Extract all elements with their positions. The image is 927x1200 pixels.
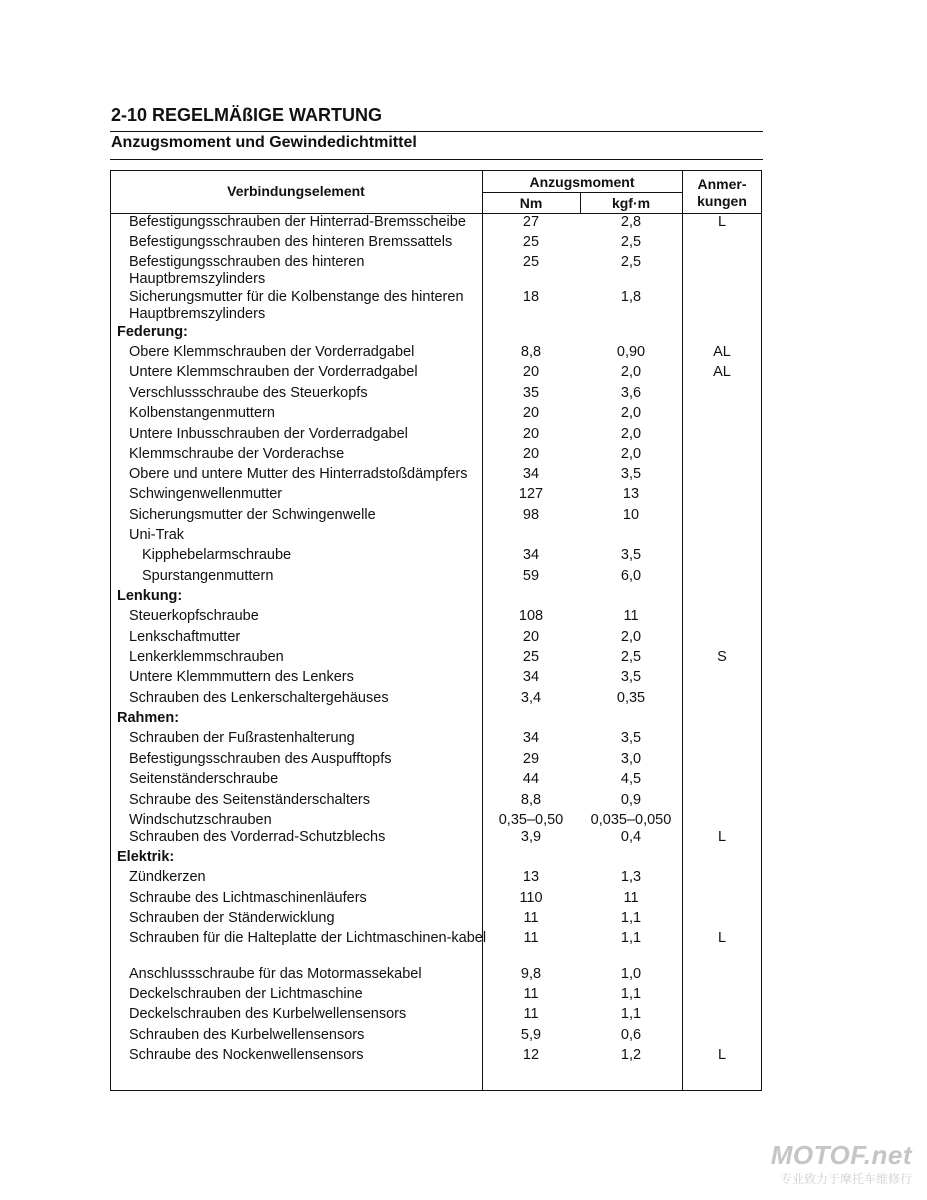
cell-element: Untere Inbusschrauben der Vorderradgabel	[129, 426, 408, 442]
table-row	[110, 649, 762, 669]
cell-nm: 3,9	[520, 829, 542, 845]
header-divider-torque	[482, 192, 682, 193]
cell-kgf: 1,2	[620, 1047, 642, 1063]
cell-kgf: 1,1	[620, 1006, 642, 1022]
cell-kgf: 0,35	[616, 690, 646, 706]
table-row	[110, 792, 762, 812]
cell-nm: 108	[518, 608, 544, 624]
cell-element: Befestigungsschrauben des hinteren Bremssattels	[129, 234, 453, 250]
cell-element: Sicherungsmutter der Schwingenwelle	[129, 507, 376, 523]
cell-nm: 25	[522, 234, 540, 250]
cell-note: AL	[713, 364, 731, 380]
cell-element: Deckelschrauben des Kurbelwellensensors	[129, 1006, 407, 1022]
cell-kgf: 1,1	[620, 986, 642, 1002]
cell-nm: 20	[522, 364, 540, 380]
category-row	[110, 849, 762, 869]
table-row	[110, 289, 762, 324]
cell-element: Lenkerklemmschrauben	[129, 649, 284, 665]
table-row	[110, 966, 762, 986]
cell-kgf: 1,3	[620, 869, 642, 885]
category-row	[110, 710, 762, 730]
cell-nm: 44	[522, 771, 540, 787]
table-row	[110, 547, 762, 567]
cell-nm: 20	[522, 426, 540, 442]
cell-kgf: 3,6	[620, 385, 642, 401]
cell-nm: 34	[522, 669, 540, 685]
cell-element: Befestigungsschrauben des hinteren Hauptbremszylinders	[129, 254, 365, 287]
cell-element: Schraube des Nockenwellensensors	[129, 1047, 364, 1063]
cell-element: Sicherungsmutter für die Kolbenstange des hinteren Hauptbremszylinders	[129, 289, 464, 322]
cell-nm: 98	[522, 507, 540, 523]
cell-element: Kipphebelarmschraube	[142, 547, 292, 563]
watermark	[760, 1140, 920, 1190]
cell-note: S	[717, 649, 727, 665]
cell-kgf: 3,5	[620, 547, 642, 563]
cell-element: Windschutzschrauben	[129, 812, 272, 828]
cell-nm: 9,8	[520, 966, 542, 982]
cell-nm: 13	[522, 869, 540, 885]
cell-nm: 3,4	[520, 690, 542, 706]
cell-nm: 12	[522, 1047, 540, 1063]
table-row	[110, 608, 762, 628]
cell-kgf: 10	[622, 507, 640, 523]
cell-element: Anschlussschraube für das Motormassekabel	[129, 966, 422, 982]
cell-element: Rahmen:	[117, 710, 180, 726]
cell-note: L	[717, 829, 727, 845]
cell-kgf: 1,0	[620, 966, 642, 982]
cell-kgf: 2,5	[620, 234, 642, 250]
table-row	[110, 405, 762, 425]
cell-note: AL	[713, 344, 731, 360]
cell-element: Zündkerzen	[129, 869, 206, 885]
cell-nm: 20	[522, 629, 540, 645]
cell-kgf: 0,4	[620, 829, 642, 845]
table-row	[110, 385, 762, 405]
cell-nm: 20	[522, 405, 540, 421]
table-row	[110, 751, 762, 771]
watermark-tagline: 专业致力于摩托车维修行	[779, 1172, 912, 1186]
cell-element: Klemmschraube der Vorderachse	[129, 446, 345, 462]
cell-element: Deckelschrauben der Lichtmaschine	[129, 986, 363, 1002]
table-row	[110, 812, 762, 829]
table-row	[110, 364, 762, 384]
cell-element: Lenkung:	[117, 588, 183, 604]
header-nm: Nm	[519, 195, 543, 211]
cell-kgf: 0,6	[620, 1027, 642, 1043]
cell-element: Schrauben des Vorderrad-Schutzblechs	[129, 829, 386, 845]
table-row	[110, 568, 762, 588]
table-row	[110, 910, 762, 930]
header-notes-line2: kungen	[697, 193, 747, 209]
cell-kgf: 1,1	[620, 930, 642, 946]
cell-element: Schraube des Lichtmaschinenläufers	[129, 890, 367, 906]
category-row	[110, 324, 762, 344]
cell-kgf: 4,5	[620, 771, 642, 787]
table-row	[110, 466, 762, 486]
cell-element: Seitenständerschraube	[129, 771, 279, 787]
cell-kgf: 2,0	[620, 426, 642, 442]
table-row	[110, 890, 762, 910]
cell-kgf: 3,5	[620, 669, 642, 685]
cell-element: Federung:	[117, 324, 188, 340]
cell-element: Untere Klemmmuttern des Lenkers	[129, 669, 354, 685]
cell-nm: 34	[522, 547, 540, 563]
cell-element: Schrauben der Ständerwicklung	[129, 910, 335, 926]
cell-element: Schraube des Seitenständerschalters	[129, 792, 371, 808]
cell-note: L	[717, 930, 727, 946]
cell-nm: 59	[522, 568, 540, 584]
header-torque: Anzugsmoment	[529, 174, 635, 190]
cell-element: Schrauben des Lenkerschaltergehäuses	[129, 690, 389, 706]
section-title: 2-10 REGELMÄßIGE WARTUNG	[111, 105, 383, 125]
cell-element: Befestigungsschrauben der Hinterrad-Bremsscheibe	[129, 214, 466, 230]
cell-element: Spurstangenmuttern	[142, 568, 274, 584]
cell-nm: 18	[522, 289, 540, 305]
cell-kgf: 6,0	[620, 568, 642, 584]
cell-element: Elektrik:	[117, 849, 175, 865]
cell-kgf: 0,9	[620, 792, 642, 808]
table-row	[110, 426, 762, 446]
cell-kgf: 2,0	[620, 364, 642, 380]
cell-element: Untere Klemmschrauben der Vorderradgabel	[129, 364, 418, 380]
cell-kgf: 2,5	[620, 649, 642, 665]
cell-element: Kolbenstangenmuttern	[129, 405, 275, 421]
table-row	[110, 344, 762, 364]
table-row	[110, 486, 762, 506]
cell-element: Obere und untere Mutter des Hinterradstoßdämpfers	[129, 466, 468, 482]
header-kgf: kgf·m	[611, 195, 651, 211]
table-row	[110, 986, 762, 1006]
cell-element: Lenkschaftmutter	[129, 629, 241, 645]
table-row	[110, 1047, 762, 1067]
cell-nm: 27	[522, 214, 540, 230]
cell-nm: 110	[519, 890, 543, 906]
table-row	[110, 446, 762, 466]
cell-element: Obere Klemmschrauben der Vorderradgabel	[129, 344, 415, 360]
cell-kgf: 3,0	[620, 751, 642, 767]
table-row	[110, 254, 762, 289]
cell-nm: 34	[522, 466, 540, 482]
cell-note: L	[717, 1047, 727, 1063]
cell-nm: 11	[523, 1006, 539, 1022]
category-row	[110, 588, 762, 608]
cell-kgf: 11	[623, 608, 639, 624]
table-row	[110, 730, 762, 750]
table-row	[110, 1027, 762, 1047]
table-row	[110, 930, 762, 966]
cell-kgf: 3,5	[620, 466, 642, 482]
table-row	[110, 669, 762, 689]
cell-kgf: 11	[623, 890, 639, 906]
cell-nm: 25	[522, 649, 540, 665]
table-row	[110, 629, 762, 649]
table-row	[110, 829, 762, 849]
cell-element: Schrauben des Kurbelwellensensors	[129, 1027, 365, 1043]
cell-element: Schrauben für die Halteplatte der Lichtmaschinen-kabel	[129, 930, 487, 946]
table-row	[110, 869, 762, 889]
cell-nm: 0,35–0,50	[498, 812, 564, 828]
watermark-logo: MOTOF.net	[770, 1140, 912, 1170]
table-row	[110, 234, 762, 254]
table-row	[110, 690, 762, 710]
subtitle-rule	[110, 159, 763, 160]
cell-kgf: 2,5	[620, 254, 642, 270]
table-row	[110, 214, 762, 234]
cell-nm: 35	[522, 385, 540, 401]
cell-element: Uni-Trak	[129, 527, 185, 543]
cell-kgf: 0,035–0,050	[590, 812, 672, 828]
cell-kgf: 3,5	[620, 730, 642, 746]
cell-nm: 11	[523, 986, 539, 1002]
cell-kgf: 2,0	[620, 405, 642, 421]
cell-kgf: 1,1	[620, 910, 642, 926]
cell-kgf: 0,90	[616, 344, 646, 360]
table-row	[110, 507, 762, 527]
header-element: Verbindungselement	[227, 183, 365, 199]
cell-nm: 11	[523, 930, 539, 946]
cell-nm: 8,8	[520, 792, 542, 808]
cell-nm: 11	[523, 910, 539, 926]
cell-element: Befestigungsschrauben des Auspufftopfs	[129, 751, 392, 767]
cell-nm: 127	[518, 486, 544, 502]
cell-element: Schwingenwellenmutter	[129, 486, 283, 502]
cell-kgf: 13	[622, 486, 640, 502]
cell-kgf: 1,8	[620, 289, 642, 305]
cell-note: L	[717, 214, 727, 230]
table-row	[110, 1006, 762, 1026]
cell-nm: 34	[522, 730, 540, 746]
table-row	[110, 527, 762, 547]
header-notes-line1: Anmer-	[697, 176, 747, 192]
subtitle: Anzugsmoment und Gewindedichtmittel	[111, 134, 417, 151]
cell-nm: 8,8	[520, 344, 542, 360]
cell-element: Steuerkopfschraube	[129, 608, 259, 624]
title-rule	[110, 131, 763, 132]
table-row	[110, 771, 762, 791]
cell-kgf: 2,0	[620, 629, 642, 645]
cell-kgf: 2,8	[620, 214, 642, 230]
cell-nm: 5,9	[520, 1027, 542, 1043]
cell-nm: 25	[522, 254, 540, 270]
cell-nm: 29	[522, 751, 540, 767]
cell-kgf: 2,0	[620, 446, 642, 462]
cell-element: Verschlussschraube des Steuerkopfs	[129, 385, 368, 401]
cell-element: Schrauben der Fußrastenhalterung	[129, 730, 355, 746]
cell-nm: 20	[522, 446, 540, 462]
